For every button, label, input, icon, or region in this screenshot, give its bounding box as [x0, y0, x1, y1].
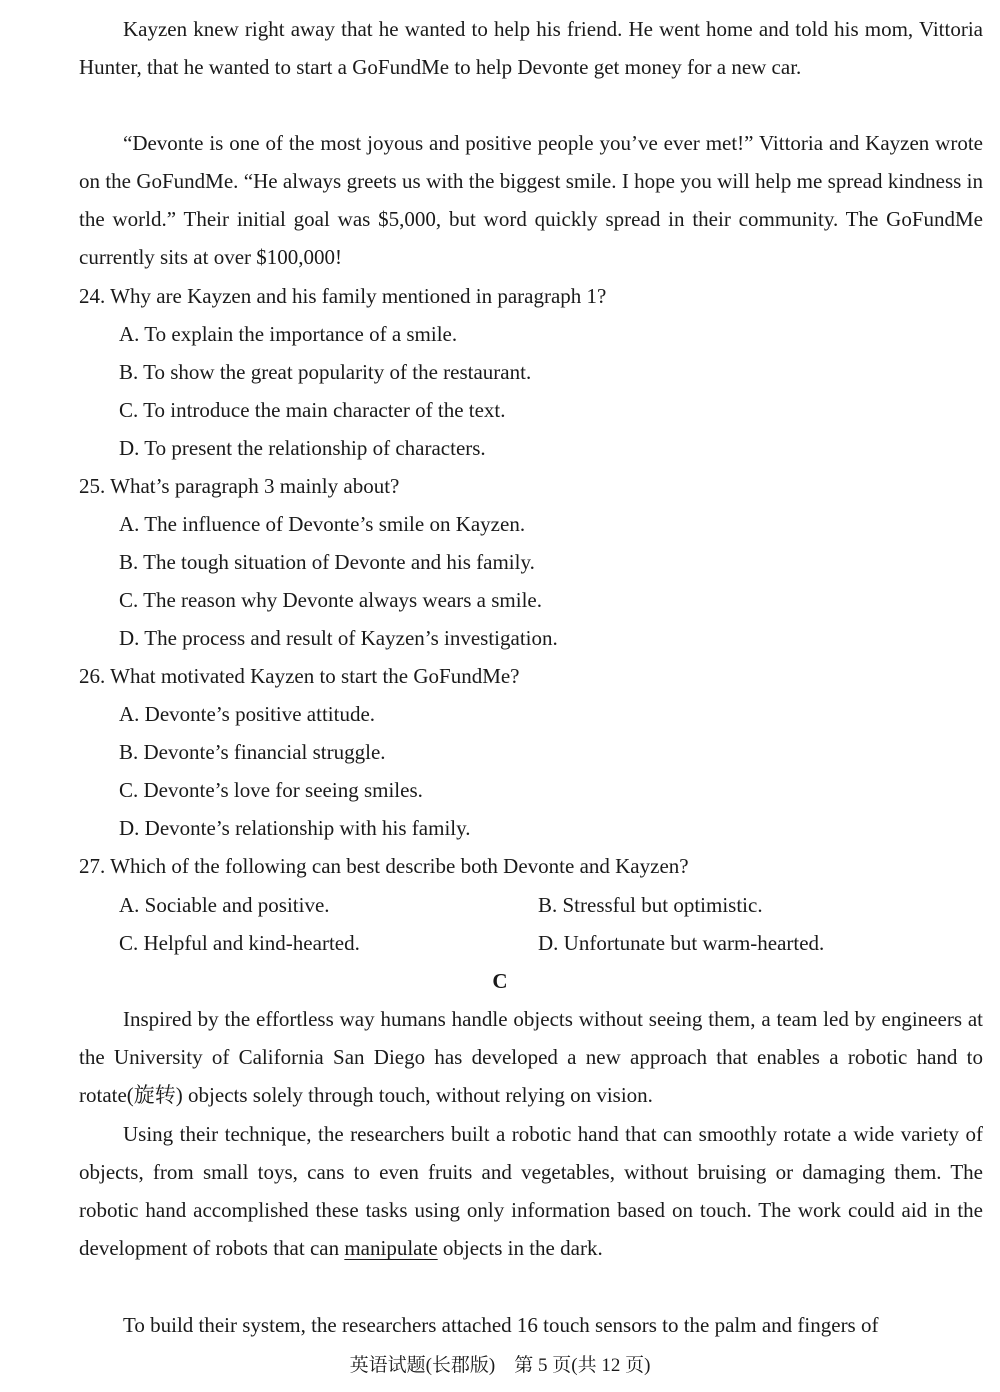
question-26-option-d: D. Devonte’s relationship with his family. — [119, 816, 471, 840]
question-26-stem: 26. What motivated Kayzen to start the GoFundMe? — [79, 664, 520, 688]
passage-c-paragraph-2-text-after: objects in the dark. — [437, 1236, 603, 1260]
passage-b-paragraph-1: Kayzen knew right away that he wanted to help his friend. He went home and told his mom, Vittoria Hunter, that he wanted to start a GoFundMe to help Devonte get money for a new car. — [79, 17, 983, 79]
passage-b-paragraph-2: “Devonte is one of the most joyous and positive people you’ve ever met!” Vittoria and Kayzen wrote on the GoFundMe. “He always greets us with the biggest smile. I hope you will help me spread kindness in the world.” Their initial goal was $5,000, but word quickly spread in their community. The GoFundMe currently sits at over $100,000! — [79, 131, 983, 269]
question-27-option-a: A. Sociable and positive. — [119, 893, 330, 917]
passage-c-paragraph-2-text-before: Using their technique, the researchers built a robotic hand that can smoothly rotate a wide variety of objects, from small toys, cans to even fruits and vegetables, without bruising or damaging them. The robotic hand accomplished these tasks using only information based on touch. The work could aid in the development of robots that can — [79, 1122, 983, 1260]
section-c-heading: C — [492, 969, 508, 993]
question-25-stem: 25. What’s paragraph 3 mainly about? — [79, 474, 400, 498]
question-24-option-c: C. To introduce the main character of the text. — [119, 398, 506, 422]
question-25-option-b: B. The tough situation of Devonte and his family. — [119, 550, 535, 574]
question-26-option-c: C. Devonte’s love for seeing smiles. — [119, 778, 423, 802]
question-27-option-c: C. Helpful and kind-hearted. — [119, 931, 360, 955]
question-27-option-b: B. Stressful but optimistic. — [538, 893, 763, 917]
passage-c-paragraph-1: Inspired by the effortless way humans handle objects without seeing them, a team led by engineers at the University of California San Diego has developed a new approach that enables a robotic hand to rotate(旋转) objects solely through touch, without relying on vision. — [79, 1007, 983, 1107]
question-27-option-d: D. Unfortunate but warm-hearted. — [538, 931, 825, 955]
question-24-option-d: D. To present the relationship of characters. — [119, 436, 486, 460]
question-26-option-b: B. Devonte’s financial struggle. — [119, 740, 386, 764]
question-24-stem: 24. Why are Kayzen and his family mentioned in paragraph 1? — [79, 284, 607, 308]
question-24-option-a: A. To explain the importance of a smile. — [119, 322, 458, 346]
question-25-option-d: D. The process and result of Kayzen’s investigation. — [119, 626, 558, 650]
passage-c-paragraph-2 — [79, 1115, 983, 1267]
question-25-option-c: C. The reason why Devonte always wears a smile. — [119, 588, 542, 612]
question-25-option-a: A. The influence of Devonte’s smile on Kayzen. — [119, 512, 526, 536]
underlined-word-manipulate: manipulate — [344, 1236, 438, 1260]
question-27-stem: 27. Which of the following can best describe both Devonte and Kayzen? — [79, 854, 689, 878]
passage-c-paragraph-3: To build their system, the researchers attached 16 touch sensors to the palm and fingers of — [123, 1313, 879, 1337]
page-footer: 英语试题(长郡版) 第 5 页(共 12 页) — [349, 1355, 651, 1376]
question-26-option-a: A. Devonte’s positive attitude. — [119, 702, 376, 726]
question-24-option-b: B. To show the great popularity of the restaurant. — [119, 360, 532, 384]
